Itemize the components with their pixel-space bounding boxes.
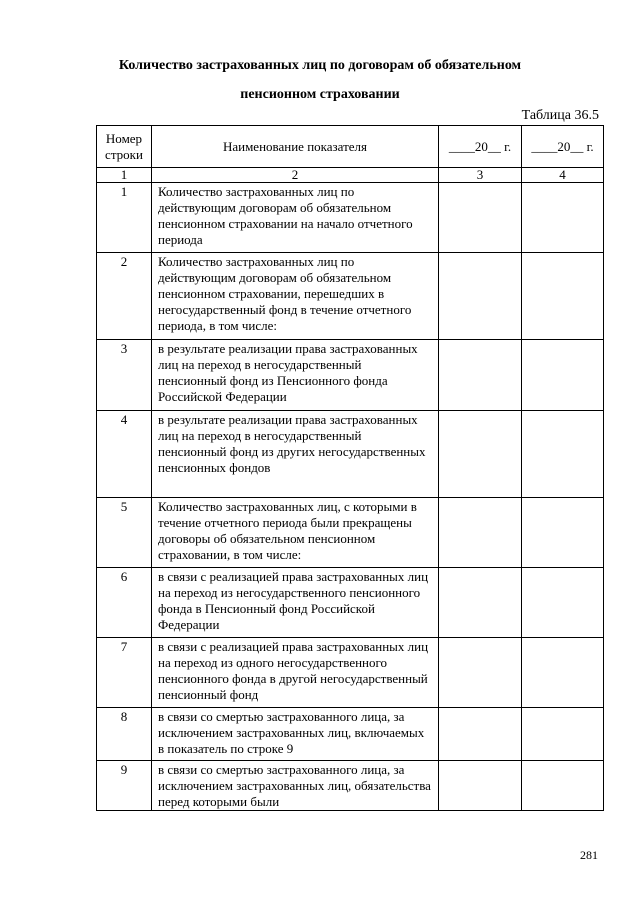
indicator-name-cell: в связи со смертью застрахованного лица, за исключением застрахованных лиц, включаемых в показатель по строке 9 <box>152 708 439 761</box>
column-number-row <box>97 168 604 183</box>
table-row <box>97 183 604 253</box>
year-1-value-cell <box>439 498 522 568</box>
year-2-value-cell <box>522 568 604 638</box>
indicator-name-cell: в связи с реализацией права застрахованных лиц на переход из негосударственного пенсионного фонда в Пенсионный фонд Российской Федерации <box>152 568 439 638</box>
indicator-name-cell: в результате реализации права застрахованных лиц на переход в негосударственный пенсионный фонд из других негосударственных пенсионных фондов <box>152 411 439 498</box>
row-number-cell: 5 <box>97 498 152 568</box>
row-number-cell: 8 <box>97 708 152 761</box>
column-number: 1 <box>97 168 152 183</box>
indicator-name-cell: в связи со смертью застрахованного лица, за исключением застрахованных лиц, обязательства перед которыми были <box>152 761 439 811</box>
row-number-cell: 3 <box>97 340 152 411</box>
document-title-line-2: пенсионном страховании <box>240 87 400 102</box>
table-row <box>97 708 604 761</box>
year-2-value-cell <box>522 498 604 568</box>
table-row <box>97 253 604 340</box>
year-2-value-cell <box>522 761 604 811</box>
year-1-value-cell <box>439 411 522 498</box>
column-number: 2 <box>152 168 439 183</box>
year-1-value-cell <box>439 761 522 811</box>
indicator-name-cell: Количество застрахованных лиц, с которыми в течение отчетного периода были прекращены договоры об обязательном пенсионном страховании, в том числе: <box>152 498 439 568</box>
page-number: 281 <box>580 848 598 862</box>
row-number-cell: 2 <box>97 253 152 340</box>
year-1-value-cell <box>439 568 522 638</box>
row-number-cell: 7 <box>97 638 152 708</box>
table-row <box>97 761 604 811</box>
year-1-value-cell <box>439 340 522 411</box>
year-1-value-cell <box>439 638 522 708</box>
indicators-table <box>96 125 604 811</box>
table-row <box>97 568 604 638</box>
row-number-cell: 9 <box>97 761 152 811</box>
row-number-cell: 6 <box>97 568 152 638</box>
document-title-line-1: Количество застрахованных лиц по договорам об обязательном <box>118 58 522 73</box>
table-label: Таблица 36.5 <box>521 108 599 123</box>
year-2-value-cell <box>522 340 604 411</box>
row-number-cell: 1 <box>97 183 152 253</box>
year-2-value-cell <box>522 708 604 761</box>
header-year-2: ____20__ г. <box>522 126 604 168</box>
year-2-value-cell <box>522 253 604 340</box>
table-row <box>97 638 604 708</box>
indicator-name-cell: в результате реализации права застрахованных лиц на переход в негосударственный пенсионный фонд из Пенсионного фонда Российской Федерации <box>152 340 439 411</box>
indicator-name-cell: Количество застрахованных лиц по действующим договорам об обязательном пенсионном страховании на начало отчетного периода <box>152 183 439 253</box>
column-number: 3 <box>439 168 522 183</box>
year-1-value-cell <box>439 183 522 253</box>
row-number-cell: 4 <box>97 411 152 498</box>
table-header-row <box>97 126 604 168</box>
table-row <box>97 498 604 568</box>
header-row-number: Номер строки <box>97 126 152 168</box>
year-2-value-cell <box>522 183 604 253</box>
column-number: 4 <box>522 168 604 183</box>
table-row <box>97 411 604 498</box>
year-1-value-cell <box>439 708 522 761</box>
header-indicator-name: Наименование показателя <box>152 126 439 168</box>
year-2-value-cell <box>522 411 604 498</box>
year-1-value-cell <box>439 253 522 340</box>
header-year-1: ____20__ г. <box>439 126 522 168</box>
year-2-value-cell <box>522 638 604 708</box>
indicator-name-cell: в связи с реализацией права застрахованных лиц на переход из одного негосударственного пенсионного фонда в другой негосударственный пенсионный фонд <box>152 638 439 708</box>
table-row <box>97 340 604 411</box>
indicator-name-cell: Количество застрахованных лиц по действующим договорам об обязательном пенсионном страховании, перешедших в негосударственный фонд в течение отчетного периода, в том числе: <box>152 253 439 340</box>
